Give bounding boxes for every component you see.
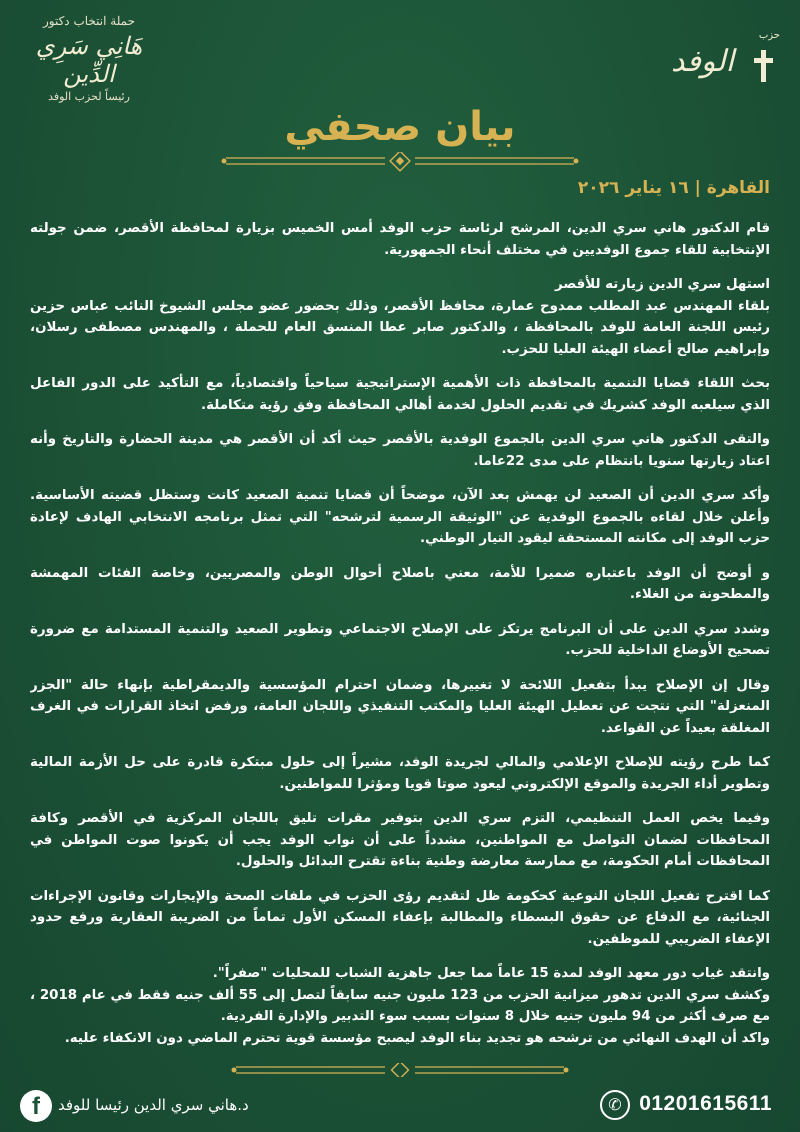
facebook-page-name[interactable]: د.هاني سري الدين رئيسا للوفد — [58, 1096, 249, 1114]
paragraph: وقال إن الإصلاح يبدأ بتفعيل اللائحة لا تغييرها، وضمان احترام المؤسسية والديمقراطية بإنهاء حالة "الجزر المنعزلة" التي نتجت عن تعطيل الهيئة العليا والمكتب التنفيذي واللجان العامة، ورفض اتخاذ القرارات في الغرف المغلقة بعيداً عن القواعد. — [30, 677, 770, 736]
paragraph: استهل سري الدين زيارته للأقصر بلقاء المهندس عبد المطلب ممدوح عمارة، محافظ الأقصر، وذلك بحضور عضو مجلس الشيوخ النائب عباس حزين رئيس اللجنة العامة للوفد بالمحافظة ، والدكتور صابر عطا المنسق العام للحملة ، والمهندس مصطفى رسلان، وإبراهيم صالح أعضاء الهيئة العليا للحزب. — [30, 277, 770, 357]
campaign-candidate-name: هَانِي سَرِي الدِّين — [35, 32, 143, 88]
ornamental-divider-bottom — [230, 1063, 570, 1077]
campaign-line-1: حملة انتخاب دكتور — [42, 14, 136, 28]
dateline: القاهرة | ١٦ يناير ٢٠٢٦ — [577, 178, 770, 198]
paragraph: كما طرح رؤيته للإصلاح الإعلامي والمالي لجريدة الوفد، مشيراً إلى حلول مبتكرة قادرة على حل الأزمة المالية وتطوير أداء الجريدة والموقع الإلكتروني ليعود صوتا قويا ومؤثرا للمواطنين. — [30, 755, 770, 792]
phone-number[interactable]: 01201615611 — [639, 1092, 772, 1115]
press-release-body — [30, 218, 770, 1058]
paragraph: وأكد سري الدين أن الصعيد لن يهمش بعد الآن، موضحاً أن قضايا تنمية الصعيد كانت وستظل قضيته الأساسية. وأعلن خلال لقاءه بالجموع الوفدية عن "الوثيقة الرسمية لترشحه" التي تمثل برنامجه الانتخابي الهادف لإعادة حزب الوفد إلى مكانته المستحقة ليقود التيار الوطني. — [30, 488, 770, 546]
paragraph: وانتقد غياب دور معهد الوفد لمدة 15 عاماً مما جعل جاهزية الشباب للمحليات "صفراً". وكشف سري الدين تدهور ميزانية الحزب من 123 مليون جنيه سابقاً لتصل إلى 55 ألف جنيه فقط في عام 2018 ، مع صرف أكثر من 94 مليون جنيه خلال 8 سنوات بسبب سوء التدبير والإدارة الفردية. واكد أن الهدف النهائي من ترشحه هو تجديد بناء الوفد ليصبح مؤسسة قوية تحترم الماضي دون الانكفاء عليه. — [30, 966, 770, 1046]
paragraph: وشدد سري الدين على أن البرنامج يرتكز على الإصلاح الاجتماعي وتطوير الصعيد والتنمية المستدامة مع ضرورة تصحيح الأوضاع الداخلية للحزب. — [30, 621, 770, 658]
cross-crescent-icon — [734, 36, 784, 96]
paragraph: وفيما يخص العمل التنظيمي، التزم سري الدين بتوفير مقرات تليق باللجان المركزية في الأقصر وكافة المحافظات لضمان التواصل مع المواطنين، مشدداً على أن نواب الوفد يجب أن يكونوا صوت المواطن في المحافظات أمام الحكومة، مع ممارسة معارضة وطنية بناءة تقترح البدائل والحلول. — [30, 811, 770, 869]
paragraph: قام الدكتور هاني سري الدين، المرشح لرئاسة حزب الوفد أمس الخميس بزيارة لمحافظة الأقصر، ضمن جولته الإنتخابية للقاء جموع الوفديين في مختلف أنحاء الجمهورية. — [30, 221, 770, 258]
paragraph: و أوضح أن الوفد باعتباره ضميرا للأمة، معني باصلاح أحوال الوطن والمصريين، وخاصة الفئات المهمشة والمطحونة من الغلاء. — [30, 565, 770, 602]
party-prefix: حزب — [758, 30, 780, 41]
paragraph: والتقى الدكتور هاني سري الدين بالجموع الوفدية بالأقصر حيث أكد أن الأقصر هي مدينة الحضارة والتاريخ وأنه اعتاد زيارتها سنويا بانتظام على مدى 22عاما. — [30, 432, 770, 469]
paragraph: كما اقترح تفعيل اللجان النوعية كحكومة ظل لتقديم رؤى الحزب في ملفات الصحة والإيجارات وقانون الإجراءات الجنائية، مع الدفاع عن حقوق البسطاء والمطالبة بإعفاء المسكن الأول تماماً من الضريبة العقارية ورفع حدود الإعفاء الضريبي للموظفين. — [30, 888, 770, 947]
facebook-icon[interactable]: f — [20, 1090, 52, 1122]
party-name: الوفد — [670, 44, 734, 79]
ornamental-divider-top — [220, 152, 580, 172]
page-title: بيان صحفي — [284, 104, 516, 150]
footer — [0, 1084, 800, 1132]
wafd-party-logo — [652, 30, 784, 100]
campaign-line-3: رئيساً لحزب الوفد — [48, 90, 130, 103]
phone-icon[interactable]: ✆ — [600, 1090, 630, 1120]
paragraph: بحث اللقاء قضايا التنمية بالمحافظة ذات الأهمية الإستراتيجية سياحياً واقتصادياً، مع التأكيد على الدور الفاعل الذي سيلعبه الوفد كشريك في تقديم الحلول لخدمة أهالي المحافظة وفق رؤية متكاملة. — [30, 376, 770, 413]
campaign-logo — [14, 14, 164, 103]
